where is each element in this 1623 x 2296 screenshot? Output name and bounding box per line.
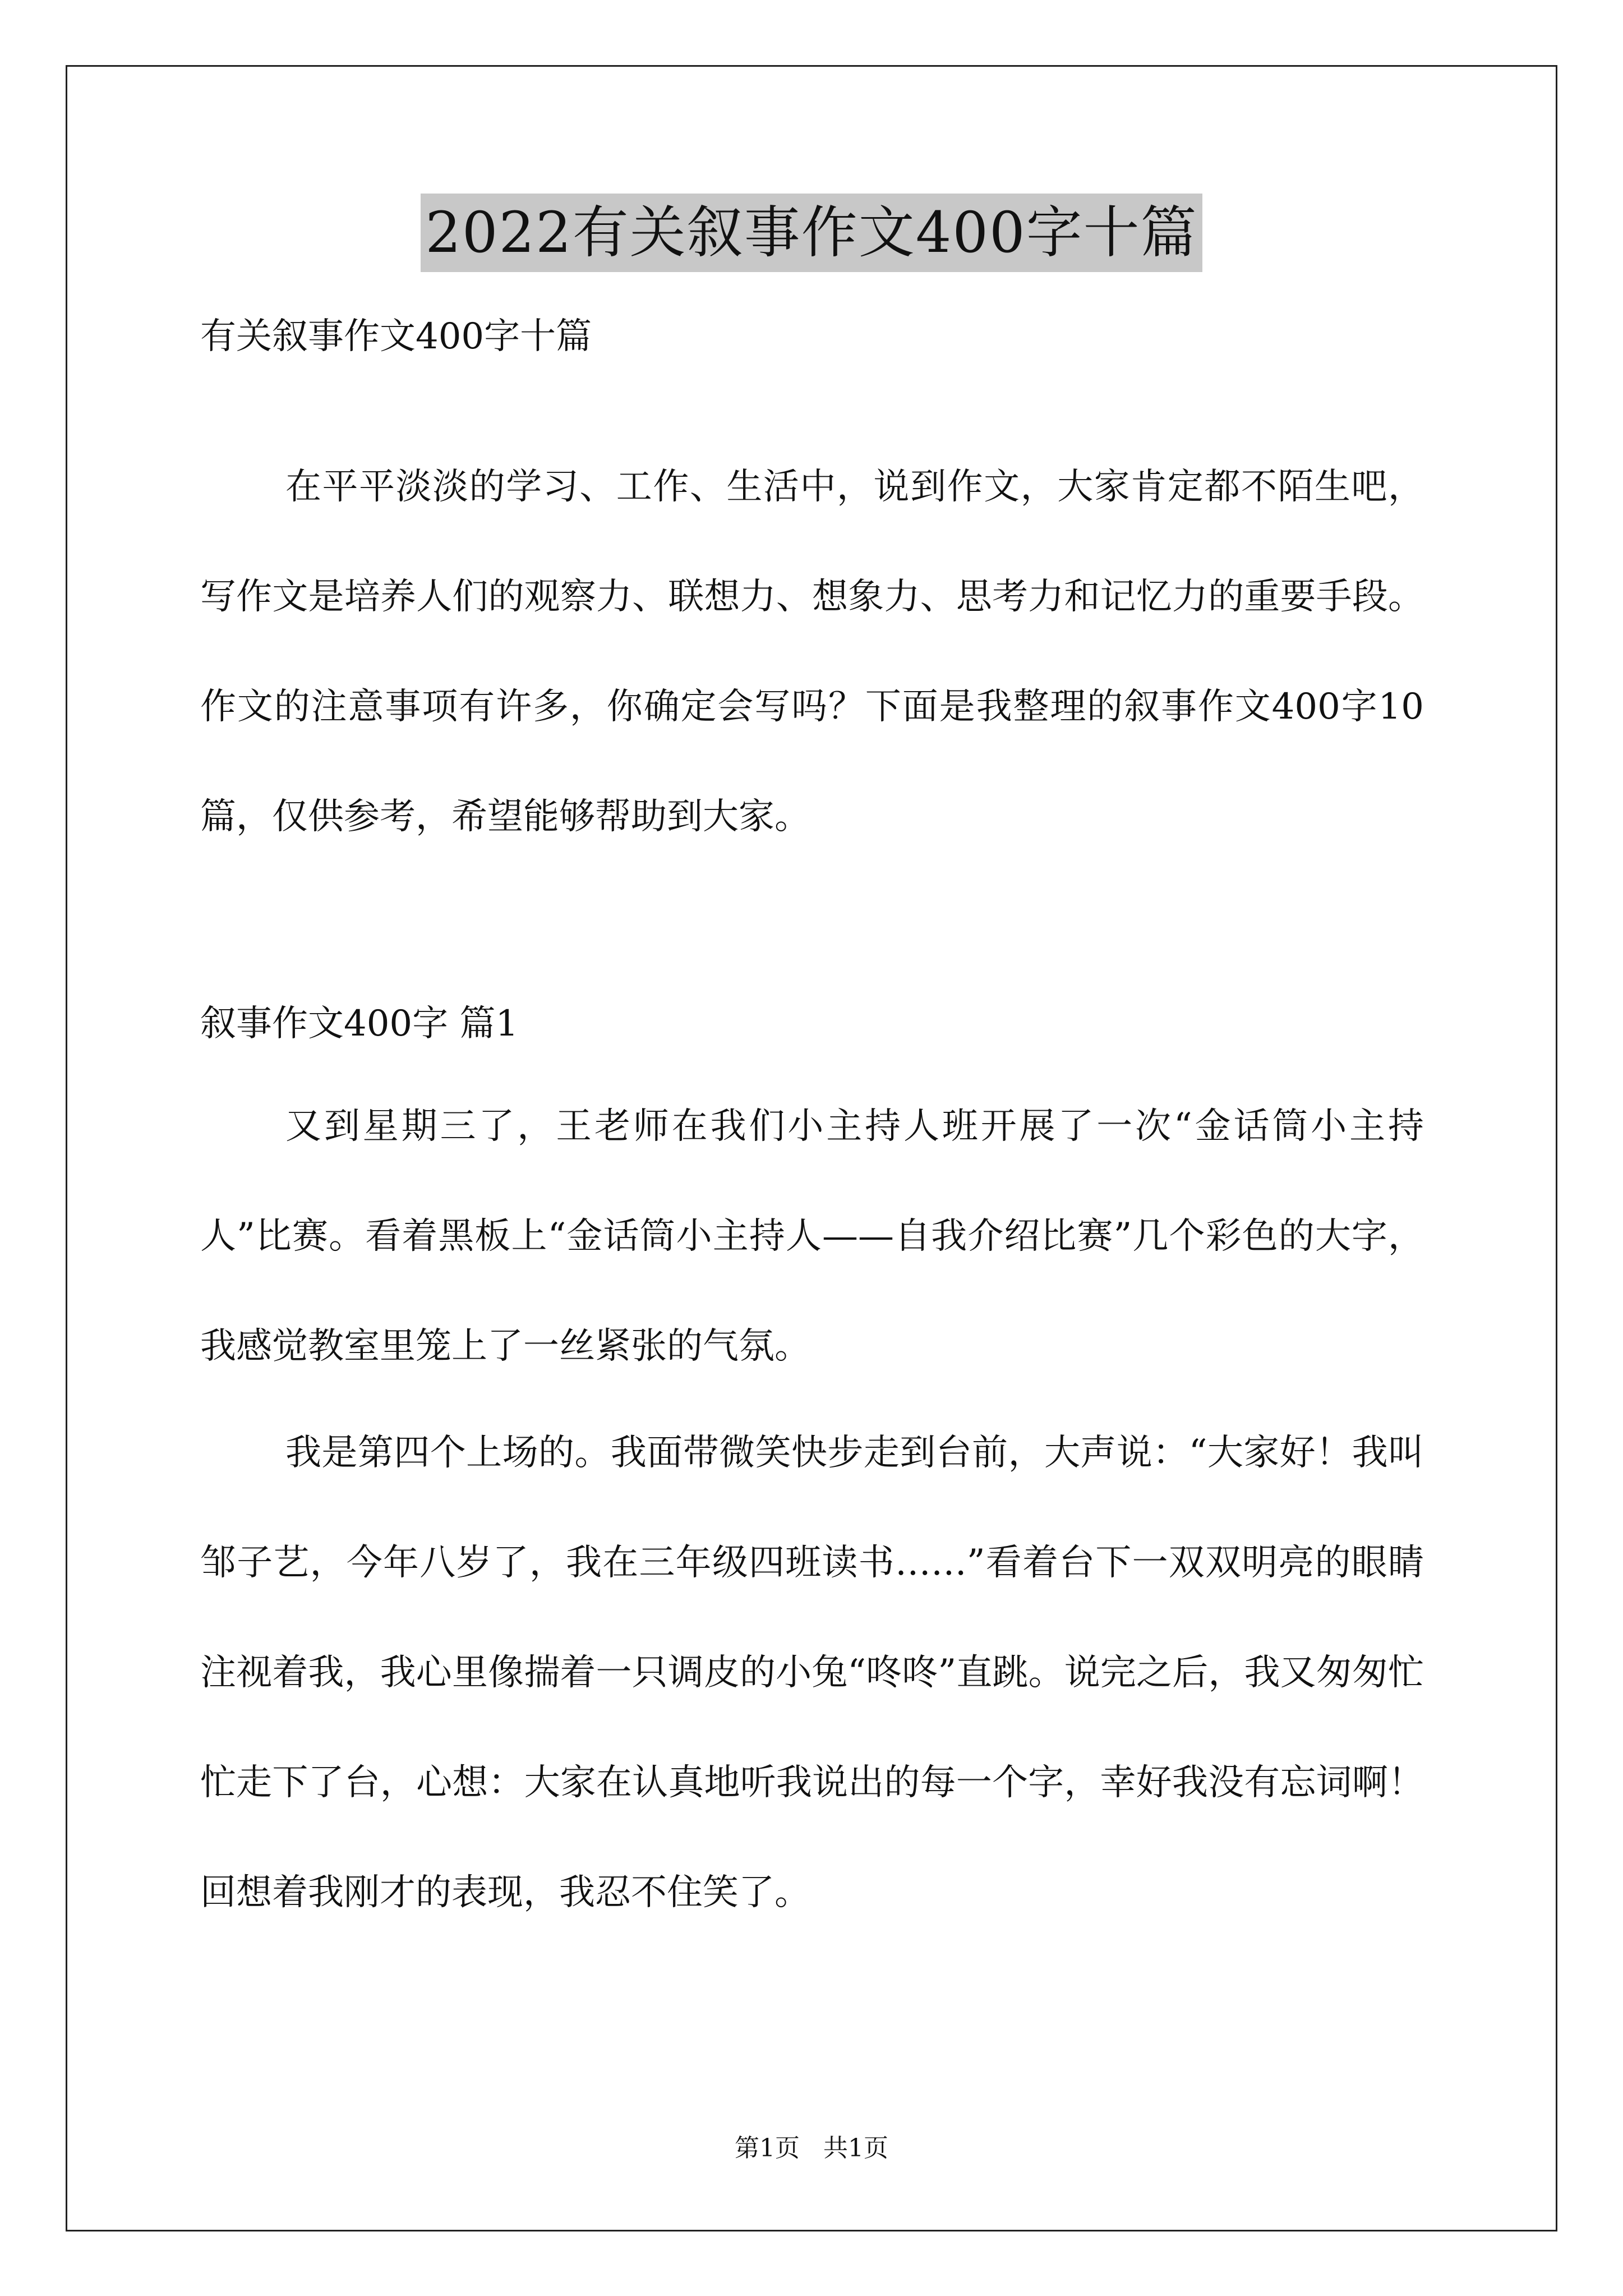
body-paragraph: 又到星期三了，王老师在我们小主持人班开展了一次“金话筒小主持人”比赛。看着黑板上“金话筒小主持人——自我介绍比赛”几个彩色的大字，我感觉教室里笼上了一丝紧张的气氛。	[200, 1106, 1424, 1367]
subtitle: 有关叙事作文400字十篇	[200, 316, 592, 357]
page-footer: 第1页 共1页	[735, 2134, 888, 2162]
intro-paragraph: 在平平淡淡的学习、工作、生活中，说到作文，大家肯定都不陌生吧，写作文是培养人们的观察力、联想力、想象力、思考力和记忆力的重要手段。作文的注意事项有许多，你确定会写吗？下面是我整理的叙事作文400字10篇，仅供参考，希望能够帮助到大家。	[200, 466, 1424, 838]
page-title: 2022有关叙事作文400字十篇	[421, 194, 1202, 272]
body-paragraph: 我是第四个上场的。我面带微笑快步走到台前，大声说：“大家好！我叫邹子艺，今年八岁了，我在三年级四班读书……”看着台下一双双明亮的眼睛注视着我，我心里像揣着一只调皮的小兔“咚咚”直跳。说完之后，我又匆匆忙忙走下了台，心想：大家在认真地听我说出的每一个字，幸好我没有忘词啊！回想着我刚才的表现，我忍不住笑了。	[200, 1432, 1424, 1913]
title-container	[0, 194, 1623, 272]
section-heading: 叙事作文400字 篇1	[200, 1003, 519, 1045]
